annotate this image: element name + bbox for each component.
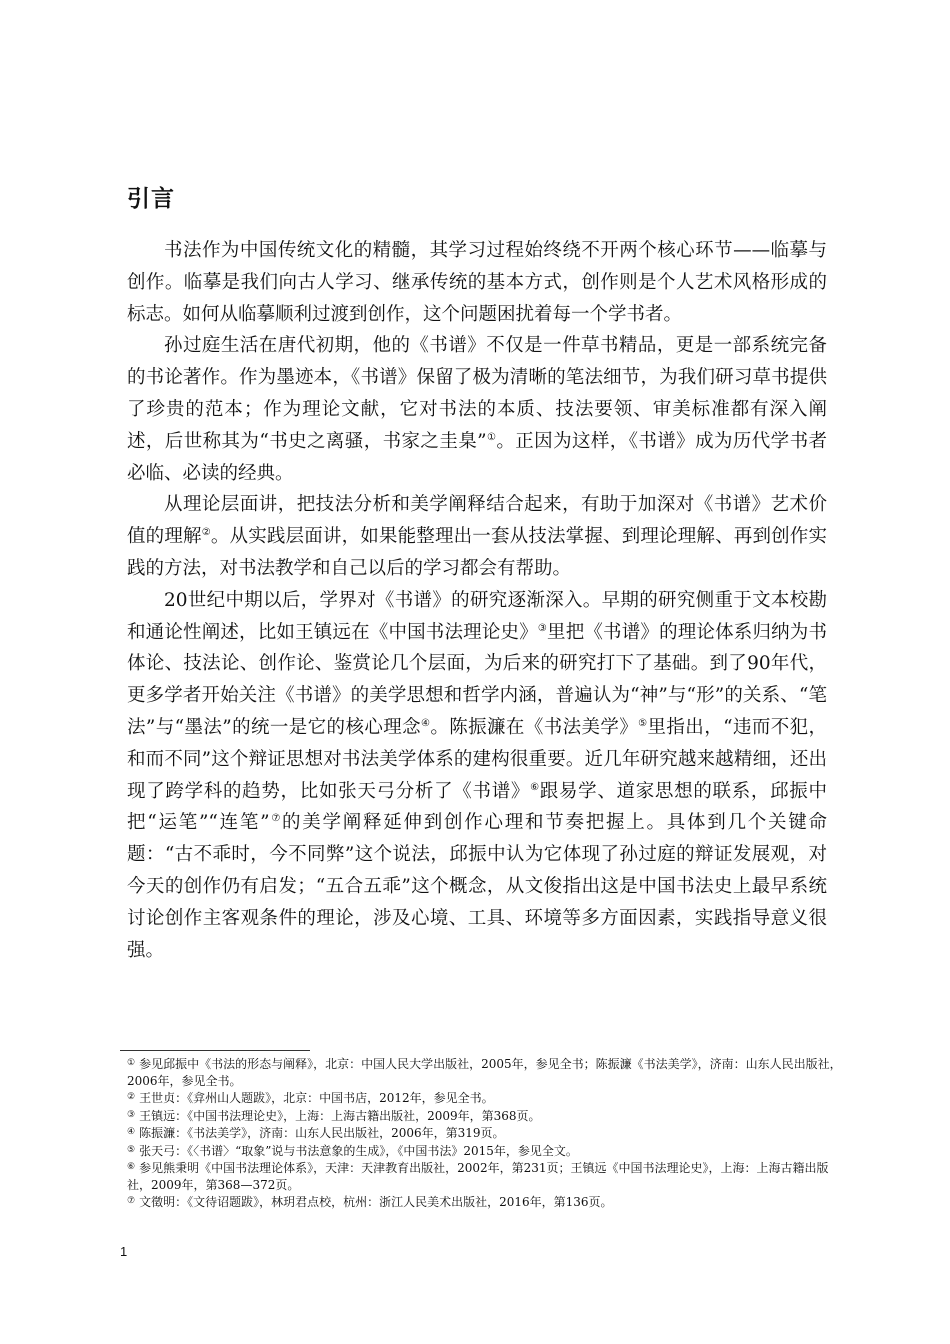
footnote-item (127, 1142, 842, 1160)
footnote-item (127, 1055, 842, 1089)
body-paragraph (127, 585, 827, 967)
paragraph-text: 从理论层面讲，把技法分析和美学阐释结合起来，有助于加深对《书谱》艺术价值的理解 (127, 494, 827, 548)
body-paragraph (127, 489, 827, 584)
footnote-mark: ① (127, 1058, 136, 1068)
paragraph-text: 跟易学、道家思想的联系，邱振中把“运笔”“连笔” (127, 780, 827, 834)
footnote-item (127, 1089, 842, 1107)
paragraph-text: 。正因为这样，《书谱》成为历代学书者必临、必读的经典。 (127, 430, 827, 484)
footnote-reference[interactable]: ③ (537, 622, 548, 634)
footnote-text: 文徵明：《文待诏题跋》，林玥君点校，杭州：浙江人民美术出版社，2016年，第136页。 (139, 1195, 613, 1209)
paragraph-text: 。从实践层面讲，如果能整理出一套从技法掌握、到理论理解、再到创作实践的方法，对书法教学和自己以后的学习都会有帮助。 (127, 526, 827, 579)
footnote-reference[interactable]: ⑥ (530, 781, 540, 793)
paragraph-text: 。陈振濂在《书法美学》 (430, 716, 639, 738)
footnote-reference[interactable]: ⑤ (638, 717, 648, 729)
footnote-mark: ⑤ (127, 1144, 136, 1155)
footnote-mark: ④ (127, 1127, 136, 1137)
footnote-mark: ② (127, 1092, 136, 1102)
footnote-text: 王世贞：《弇州山人题跋》，北京：中国书店，2012年，参见全书。 (139, 1091, 494, 1105)
footnotes (127, 1055, 842, 1211)
footnote-reference[interactable]: ② (201, 527, 211, 539)
footnote-item (127, 1107, 842, 1125)
footnote-separator (120, 1050, 310, 1051)
footnote-text: 陈振濂：《书法美学》，济南：山东人民出版社，2006年，第319页。 (139, 1126, 505, 1140)
section-heading: 引言 (127, 186, 175, 212)
footnote-item (127, 1159, 842, 1193)
paragraph-text: 里把《书谱》的理论体系归纳为书体论、技法论、创作论、鉴赏论几个层面，为后来的研究打下了基础。到了90年代，更多学者开始关注《书谱》的美学思想和哲学内涵，普遍认为“神”与“形”的关系、“笔法”与“墨法”的统一是它的核心理念 (127, 621, 827, 738)
paragraph-text: 书法作为中国传统文化的精髓，其学习过程始终绕不开两个核心环节——临摹与创作。临摹是我们向古人学习、继承传统的基本方式，创作则是个人艺术风格形成的标志。如何从临摹顺利过渡到创作，这个问题困扰着每一个学书者。 (127, 240, 827, 325)
paragraph-text: 的美学阐释延伸到创作心理和节奏把握上。具体到几个关键命题：“古不乖时，今不同弊”这个说法，邱振中认为它体现了孙过庭的辩证发展观，对今天的创作仍有启发；“五合五乖”这个概念，从文俊指出这是中国书法史上最早系统讨论创作主客观条件的理论，涉及心境、工具、环境等多方面因素，实践指导意义很强。 (127, 812, 827, 961)
body-text (127, 235, 827, 966)
paragraph-text: 孙过庭生活在唐代初期，他的《书谱》不仅是一件草书精品，更是一部系统完备的书论著作。作为墨迹本，《书谱》保留了极为清晰的笔法细节，为我们研习草书提供了珍贵的范本；作为理论文献，它对书法的本质、技法要领、审美标准都有深入阐述，后世称其为“书史之离骚，书家之圭臬” (127, 335, 827, 452)
paragraph-text: 20世纪中期以后，学界对《书谱》的研究逐渐深入。早期的研究侧重于文本校勘和通论性阐述，比如王镇远在《中国书法理论史》 (127, 589, 827, 643)
footnote-item (127, 1124, 842, 1142)
footnote-reference[interactable]: ④ (421, 717, 431, 729)
body-paragraph (127, 235, 827, 330)
footnote-reference[interactable]: ① (486, 431, 497, 443)
footnote-text: 参见熊秉明《中国书法理论体系》，天津：天津教育出版社，2002年，第231页；王镇远《中国书法理论史》，上海：上海古籍出版社，2009年，第368—372页。 (127, 1161, 829, 1192)
footnote-text: 王镇远：《中国书法理论史》，上海：上海古籍出版社，2009年，第368页。 (139, 1108, 541, 1123)
paragraph-text: 里指出，“违而不犯，和而不同”这个辩证思想对书法美学体系的建构很重要。近几年研究越来越精细，还出现了跨学科的趋势，比如张天弓分析了《书谱》 (127, 716, 827, 802)
footnote-text: 张天弓：《〈书谱〉“取象”说与书法意象的生成》，《中国书法》2015年，参见全文。 (139, 1143, 578, 1158)
body-paragraph (127, 330, 827, 489)
footnote-text: 参见邱振中《书法的形态与阐释》，北京：中国人民大学出版社，2005年，参见全书；陈振濂《书法美学》，济南：山东人民出版社，2006年，参见全书。 (127, 1057, 842, 1088)
footnote-mark: ③ (127, 1109, 136, 1120)
page-number: 1 (120, 1244, 128, 1259)
footnote-mark: ⑦ (127, 1196, 136, 1206)
footnote-mark: ⑥ (127, 1162, 136, 1172)
footnote-reference[interactable]: ⑦ (269, 813, 283, 825)
footnote-item (127, 1193, 842, 1211)
